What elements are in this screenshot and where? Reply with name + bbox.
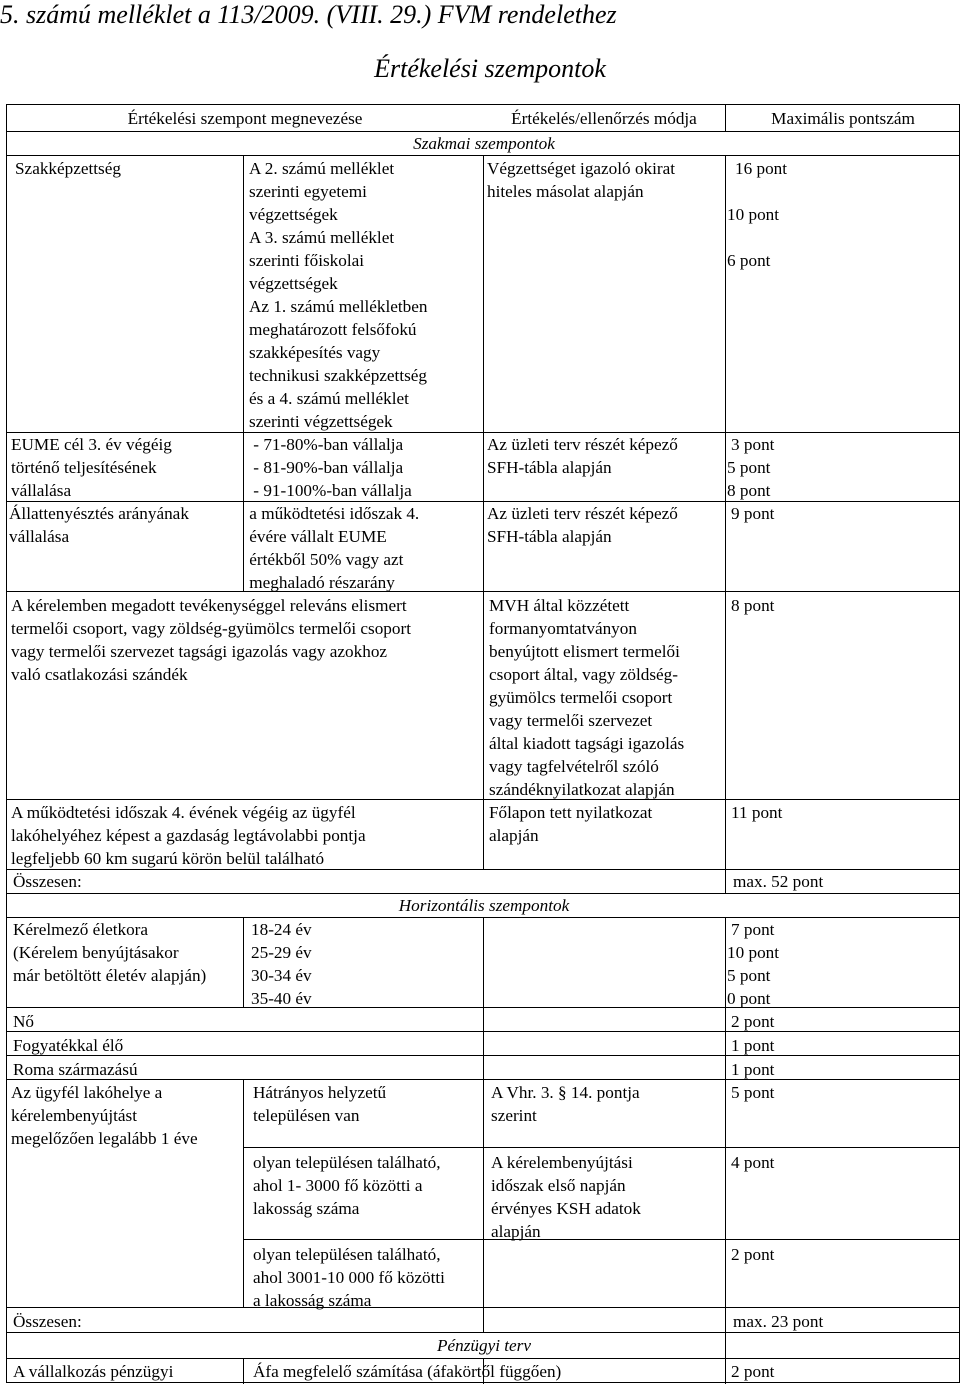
lakohely-points-1: 5 pont bbox=[731, 1083, 775, 1102]
col-divider bbox=[725, 917, 726, 1384]
allattenyesztes-points: 9 pont bbox=[731, 504, 775, 523]
lakohely-tavolsag-method: Főlapon tett nyilatkozat alapján bbox=[489, 803, 653, 845]
no-points: 2 pont bbox=[731, 1012, 775, 1031]
lakohely-criteria-2: olyan településen található, ahol 1- 3000 fő közötti a lakosság száma bbox=[253, 1153, 441, 1218]
eletkor-criteria: 18-24 év 25-29 év 30-34 év 35-40 év bbox=[251, 920, 312, 1008]
eume-method: Az üzleti terv részét képező SFH-tábla alapján bbox=[487, 435, 678, 477]
lakohely-criteria-3: olyan településen található, ahol 3001-10 000 fő közötti a lakosság száma bbox=[253, 1245, 445, 1310]
lakohely-tavolsag-label: A működtetési időszak 4. évének végéig az ügyfél lakóhelyéhez képest a gazdaság legtávolabbi pontja legfeljebb 60 km sugarú körön belül található bbox=[11, 803, 366, 868]
termeloi-csoport-method: MVH által közzétett formanyomtatványon benyújtott elismert termelői csoport által, vagy zöldség- gyümölcs termelői csoport vagy termelői szervezet által kiadott tagsági igazolás vagy tagfelvételről szóló szándéknyilatkozat alapján bbox=[489, 596, 685, 799]
szakkepzettseg-label: Szakképzettség bbox=[15, 159, 121, 178]
penzugyi-criteria: Áfa megfelelő számítása (áfakörtől függően) bbox=[253, 1362, 562, 1381]
szakkepzettseg-method: Végzettséget igazoló okirat hiteles másolat alapján bbox=[487, 159, 676, 201]
section-penzugyi: Pénzügyi terv bbox=[436, 1336, 532, 1355]
document-header: 5. számú melléklet a 113/2009. (VIII. 29.) FVM rendelethez bbox=[0, 0, 617, 29]
col-divider bbox=[243, 155, 244, 591]
penzugyi-points: 2 pont bbox=[731, 1362, 775, 1381]
section-horizontalis: Horizontális szempontok bbox=[398, 896, 570, 915]
roma-label: Roma származású bbox=[13, 1060, 138, 1079]
header-max-points: Maximális pontszám bbox=[771, 109, 915, 128]
eletkor-label: Kérelmező életkora (Kérelem benyújtásakor már betöltött életév alapján) bbox=[13, 920, 207, 985]
eume-points-1: 3 pont bbox=[731, 435, 775, 454]
allattenyesztes-method: Az üzleti terv részét képező SFH-tábla alapján bbox=[487, 504, 678, 546]
page-title: Értékelési szempontok bbox=[374, 54, 606, 83]
header-method: Értékelés/ellenőrzés módja bbox=[511, 109, 697, 128]
col-divider bbox=[243, 1358, 244, 1384]
termeloi-csoport-label: A kérelemben megadott tevékenységgel releváns elismert termelői csoport, vagy zöldség-gyümölcs termelői csoport vagy termelői szervezet tagsági igazolás vagy azokhoz való csatlakozási szándék bbox=[11, 596, 411, 684]
szakkepzettseg-criteria: A 2. számú melléklet szerinti egyetemi végzettségek A 3. számú melléklet szerinti főiskolai végzettségek Az 1. számú mellékletben meghatározott felsőfokú szakképesítés vagy technikusi szakképzettség és a 4. számú melléklet szerinti végzettségek bbox=[249, 159, 428, 431]
eletkor-points-2: 10 pont bbox=[727, 943, 780, 962]
lakohely-criteria-1: Hátrányos helyzetű településen van bbox=[253, 1083, 387, 1125]
eletkor-points-1: 7 pont bbox=[731, 920, 775, 939]
lakohely-points-2: 4 pont bbox=[731, 1153, 775, 1172]
col-divider bbox=[243, 1079, 244, 1307]
lakohely-method-1: A Vhr. 3. § 14. pontja szerint bbox=[491, 1083, 640, 1125]
osszesen-2-label: Összesen: bbox=[13, 1312, 82, 1331]
osszesen-1-label: Összesen: bbox=[13, 872, 82, 891]
roma-points: 1 pont bbox=[731, 1060, 775, 1079]
col-divider bbox=[243, 917, 244, 1007]
eume-points-3: 8 pont bbox=[727, 481, 771, 500]
eletkor-points-3: 5 pont bbox=[727, 966, 771, 985]
col-divider bbox=[725, 155, 726, 893]
eume-label: EUME cél 3. év végéig történő teljesítésének vállalása bbox=[11, 435, 172, 500]
eume-points-2: 5 pont bbox=[727, 458, 771, 477]
eletkor-points-4: 0 pont bbox=[727, 989, 771, 1008]
eume-criteria: - 71-80%-ban vállalja - 81-90%-ban vállalja - 91-100%-ban vállalja bbox=[253, 435, 412, 500]
allattenyesztes-label: Állattenyésztés arányának vállalása bbox=[9, 504, 189, 546]
header-criteria: Értékelési szempont megnevezése bbox=[127, 109, 363, 128]
row-divider bbox=[243, 1147, 960, 1148]
osszesen-1-points: max. 52 pont bbox=[733, 872, 824, 891]
section-szakmai: Szakmai szempontok bbox=[413, 134, 555, 153]
col-divider bbox=[483, 917, 484, 1332]
evaluation-table bbox=[6, 104, 960, 1383]
no-label: Nő bbox=[13, 1012, 35, 1031]
fogyatekkal-label: Fogyatékkal élő bbox=[13, 1036, 124, 1055]
szakkepzettseg-points-1: 16 pont bbox=[735, 159, 788, 178]
szakkepzettseg-points-3: 6 pont bbox=[727, 251, 771, 270]
allattenyesztes-criteria: a működtetési időszak 4. évére vállalt EUME értékből 50% vagy azt meghaladó részarány bbox=[249, 504, 420, 592]
penzugyi-label: A vállalkozás pénzügyi bbox=[13, 1362, 174, 1381]
lakohely-tavolsag-points: 11 pont bbox=[731, 803, 783, 822]
col-divider bbox=[483, 155, 484, 869]
termeloi-csoport-points: 8 pont bbox=[731, 596, 775, 615]
lakohely-method-2: A kérelembenyújtási időszak első napján érvényes KSH adatok alapján bbox=[491, 1153, 641, 1241]
lakohely-points-3: 2 pont bbox=[731, 1245, 775, 1264]
fogyatekkal-points: 1 pont bbox=[731, 1036, 775, 1055]
szakkepzettseg-points-2: 10 pont bbox=[727, 205, 780, 224]
lakohely-label: Az ügyfél lakóhelye a kérelembenyújtást megelőzően legalább 1 éve bbox=[11, 1083, 198, 1148]
osszesen-2-points: max. 23 pont bbox=[733, 1312, 824, 1331]
